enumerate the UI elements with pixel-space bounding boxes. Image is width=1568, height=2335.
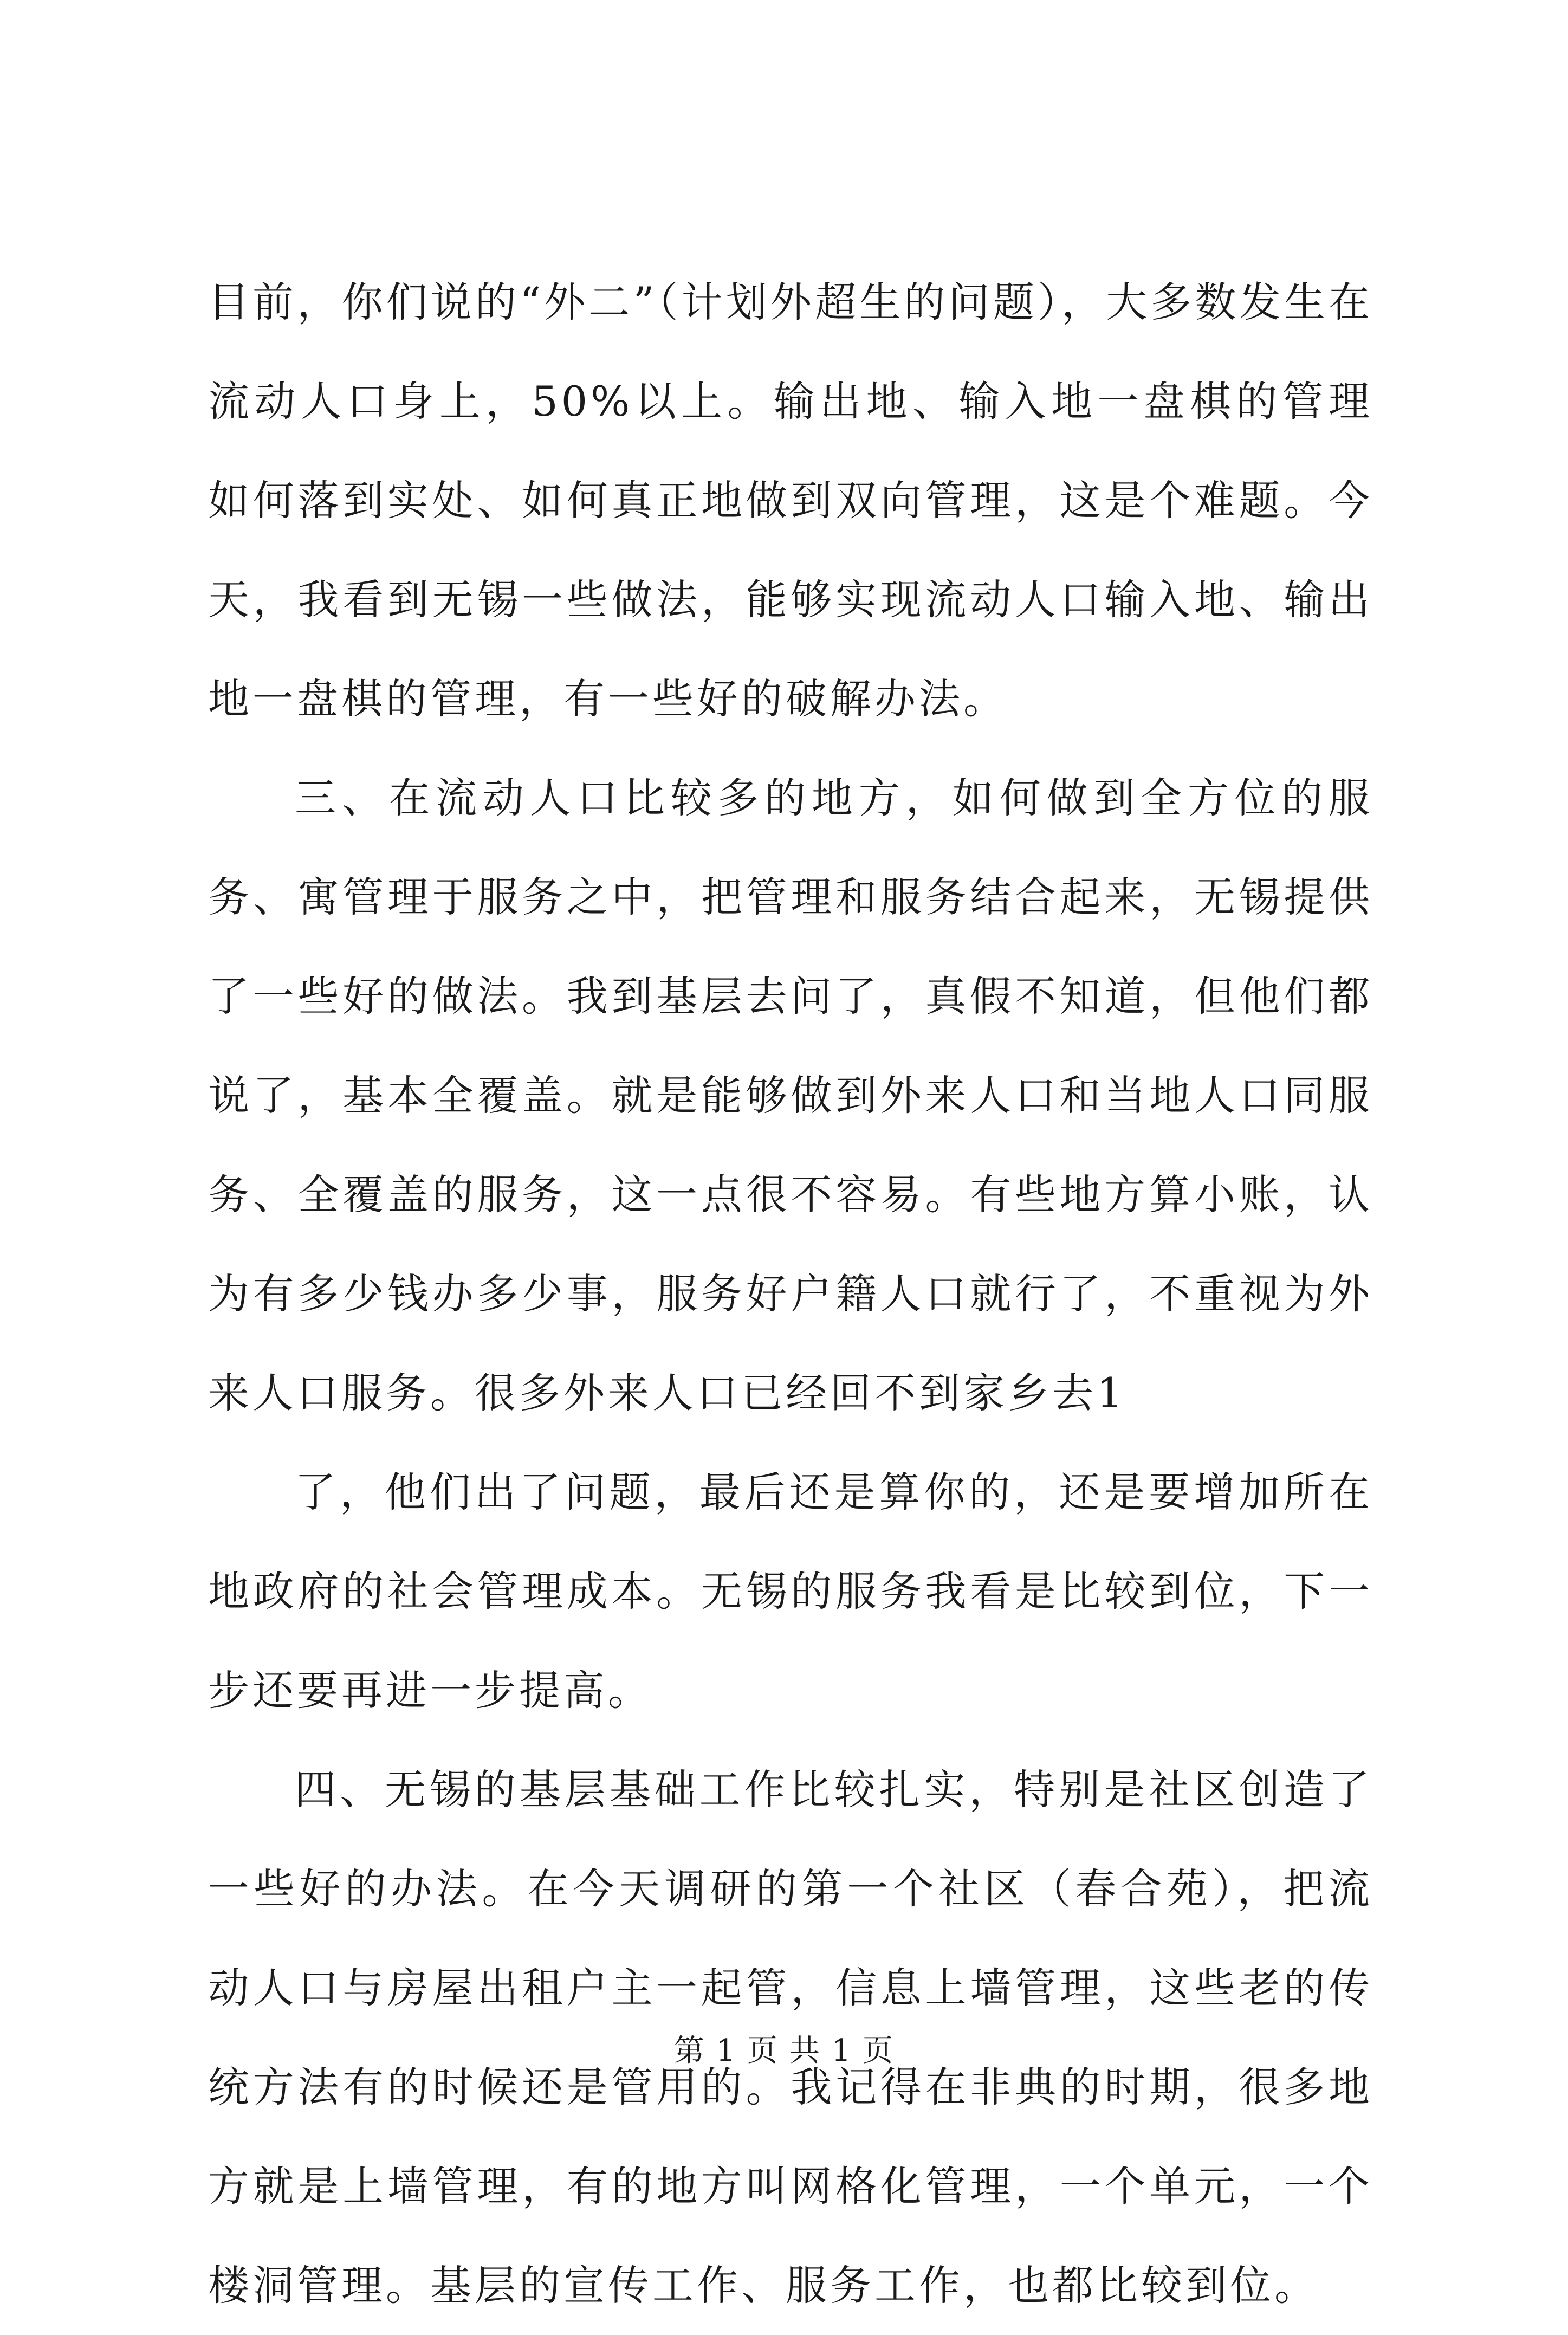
paragraph-1: 目前，你们说的“外二”（计划外超生的问题），大多数发生在流动人口身上，50%以上。输出地、输入地一盘棋的管理如何落到实处、如何真正地做到双向管理，这是个难题。今天，我看到无锡一些做法，能够实现流动人口输入地、输出地一盘棋的管理，有一些好的破解办法。 [208, 278, 1373, 723]
paragraph-4: 四、无锡的基层基础工作比较扎实，特别是社区创造了一些好的办法。在今天调研的第一个社区（春合苑），把流动人口与房屋出租户主一起管，信息上墙管理，这些老的传统方法有的时候还是管用的。我记得在非典的时期，很多地方就是上墙管理，有的地方叫网格化管理，一个单元，一个楼洞管理。基层的宣传工作、服务工作，也都比较到位。 [208, 1765, 1373, 2310]
page-footer: 第 1 页 共 1 页 [673, 2033, 895, 2068]
paragraph-3: 了，他们出了问题，最后还是算你的，还是要增加所在地政府的社会管理成本。无锡的服务我看是比较到位，下一步还要再进一步提高。 [208, 1468, 1373, 1715]
document-body [208, 253, 1373, 2335]
paragraph-2: 三、在流动人口比较多的地方，如何做到全方位的服务、寓管理于服务之中，把管理和服务结合起来，无锡提供了一些好的做法。我到基层去问了，真假不知道，但他们都说了，基本全覆盖。就是能够做到外来人口和当地人口同服务、全覆盖的服务，这一点很不容易。有些地方算小账，认为有多少钱办多少事，服务好户籍人口就行了，不重视为外来人口服务。很多外来人口已经回不到家乡去1 [208, 774, 1373, 1417]
